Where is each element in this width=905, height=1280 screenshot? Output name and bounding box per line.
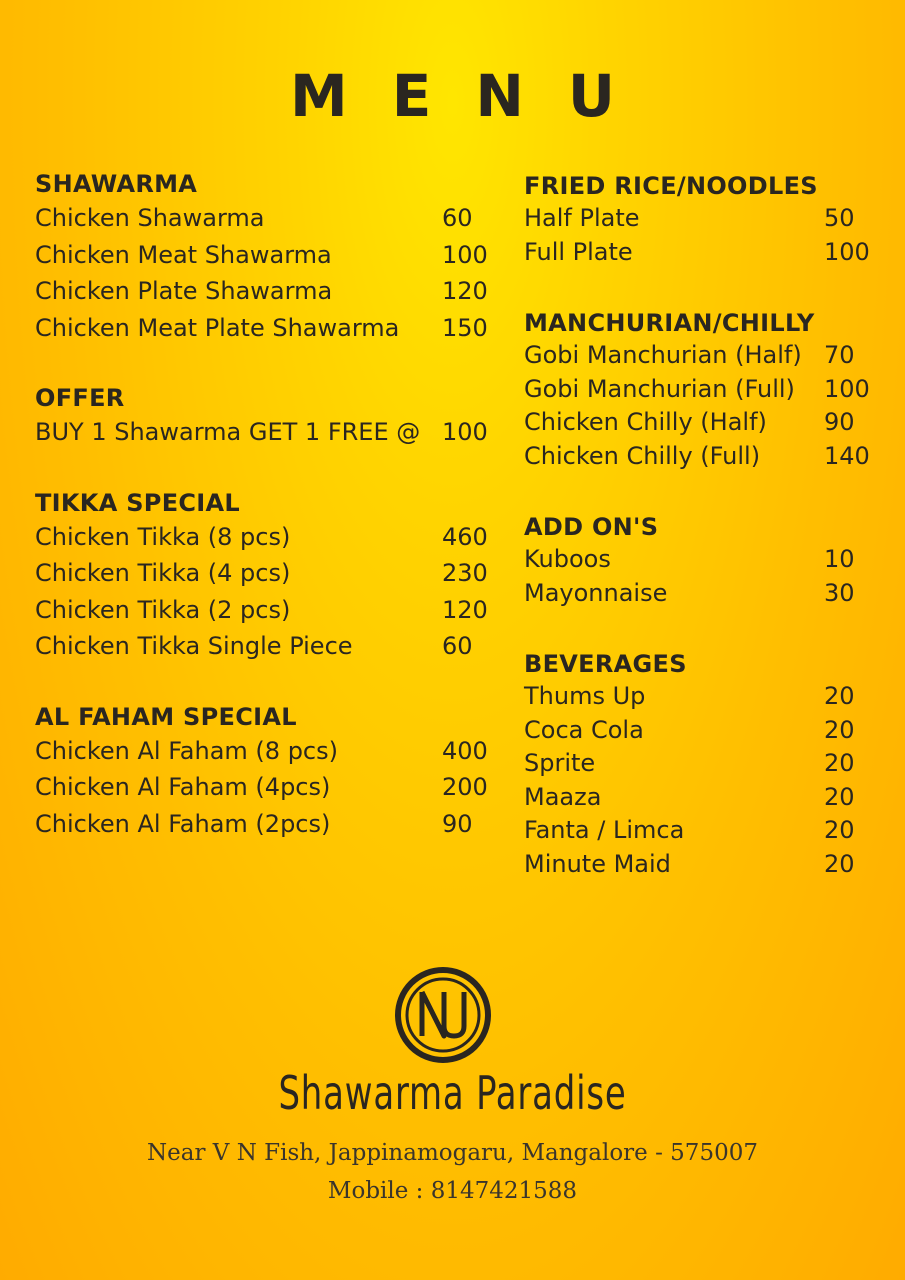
item-price: 100 [824, 237, 870, 266]
menu-item [524, 440, 869, 474]
menu-item [35, 200, 490, 237]
item-price: 100 [442, 240, 488, 269]
item-price: 20 [824, 782, 855, 811]
menu-item [35, 628, 490, 665]
section-gap [524, 269, 869, 307]
item-price: 30 [824, 578, 855, 607]
item-price: 400 [442, 736, 488, 765]
menu-item [35, 555, 490, 592]
menu-item [35, 806, 490, 843]
item-name: Half Plate [524, 204, 640, 232]
mobile-number: Mobile : 8147421588 [327, 1178, 578, 1204]
section-title: ADD ON'S [524, 513, 659, 541]
address: Near V N Fish, Jappinamogaru, Mangalore - 575007 [147, 1140, 758, 1166]
menu-section [524, 170, 869, 269]
item-name: BUY 1 Shawarma GET 1 FREE @ [35, 418, 421, 446]
menu-item [524, 781, 869, 815]
left-column [35, 168, 490, 842]
item-name: Gobi Manchurian (Half) [524, 341, 802, 369]
item-price: 20 [824, 715, 855, 744]
item-name: Chicken Meat Shawarma [35, 240, 332, 269]
item-price: 20 [824, 849, 855, 878]
item-price: 200 [442, 773, 488, 801]
item-price: 20 [824, 816, 855, 844]
menu-section [35, 168, 490, 346]
item-name: Thums Up [524, 682, 646, 710]
item-price: 460 [442, 522, 488, 551]
menu-item [524, 202, 869, 236]
menu-item [35, 310, 490, 347]
section-title: TIKKA SPECIAL [35, 488, 241, 517]
item-name: Chicken Tikka Single Piece [35, 632, 353, 660]
menu-item [35, 733, 490, 770]
item-name: Chicken Shawarma [35, 204, 265, 232]
menu-item [524, 814, 869, 848]
item-price: 150 [442, 313, 488, 342]
item-price: 100 [442, 418, 488, 446]
item-name: Chicken Tikka (8 pcs) [35, 522, 291, 551]
item-price: 70 [824, 341, 855, 369]
menu-item [35, 414, 490, 451]
item-price: 120 [442, 277, 488, 305]
menu-item [35, 519, 490, 556]
menu-item [35, 237, 490, 274]
item-price: 140 [824, 441, 870, 470]
menu-item [524, 373, 869, 407]
menu-item [524, 577, 869, 611]
menu-item [524, 714, 869, 748]
item-price: 50 [824, 204, 855, 232]
item-price: 20 [824, 682, 855, 710]
item-price: 20 [824, 749, 855, 777]
section-gap [35, 451, 490, 487]
item-name: Chicken Al Faham (2pcs) [35, 809, 331, 838]
menu-item [524, 680, 869, 714]
menu-item [35, 273, 490, 310]
menu-item [35, 769, 490, 806]
menu-section [524, 307, 869, 473]
item-price: 120 [442, 595, 488, 624]
item-name: Chicken Chilly (Half) [524, 408, 767, 436]
section-gap [35, 665, 490, 701]
item-name: Chicken Al Faham (8 pcs) [35, 736, 338, 765]
menu-item [524, 236, 869, 270]
item-name: Gobi Manchurian (Full) [524, 374, 795, 403]
menu-section [35, 487, 490, 665]
item-name: Mayonnaise [524, 578, 668, 607]
item-price: 230 [442, 559, 488, 587]
item-name: Chicken Meat Plate Shawarma [35, 313, 400, 342]
menu-title: MENU [290, 62, 659, 130]
menu-section [524, 511, 869, 610]
item-name: Chicken Tikka (4 pcs) [35, 559, 291, 587]
logo-emblem [394, 966, 492, 1064]
section-title: BEVERAGES [524, 650, 687, 678]
brand-name: Shawarma Paradise [278, 1066, 627, 1120]
menu-section [524, 648, 869, 881]
item-price: 10 [824, 545, 855, 573]
right-column [524, 170, 869, 881]
menu-section [35, 382, 490, 451]
section-title: AL FAHAM SPECIAL [35, 702, 297, 731]
menu-item [524, 339, 869, 373]
section-title: SHAWARMA [35, 170, 198, 198]
menu-item [524, 848, 869, 882]
item-name: Fanta / Limca [524, 816, 685, 844]
section-gap [35, 346, 490, 382]
item-name: Minute Maid [524, 849, 671, 878]
section-title: MANCHURIAN/CHILLY [524, 309, 815, 337]
item-name: Sprite [524, 749, 596, 777]
section-title: OFFER [35, 384, 125, 412]
item-name: Chicken Tikka (2 pcs) [35, 595, 291, 624]
menu-section [35, 701, 490, 843]
item-name: Chicken Chilly (Full) [524, 441, 761, 470]
item-name: Chicken Plate Shawarma [35, 277, 333, 305]
section-title: FRIED RICE/NOODLES [524, 172, 818, 200]
item-name: Full Plate [524, 237, 633, 266]
item-name: Kuboos [524, 545, 611, 573]
section-gap [524, 610, 869, 648]
item-name: Chicken Al Faham (4pcs) [35, 773, 331, 801]
item-price: 90 [442, 809, 473, 838]
menu-item [524, 747, 869, 781]
menu-item [35, 592, 490, 629]
item-name: Coca Cola [524, 715, 644, 744]
item-name: Maaza [524, 782, 602, 811]
item-price: 60 [442, 204, 473, 232]
item-price: 90 [824, 408, 855, 436]
menu-item [524, 406, 869, 440]
item-price: 100 [824, 374, 870, 403]
section-gap [524, 473, 869, 511]
menu-item [524, 543, 869, 577]
item-price: 60 [442, 632, 473, 660]
